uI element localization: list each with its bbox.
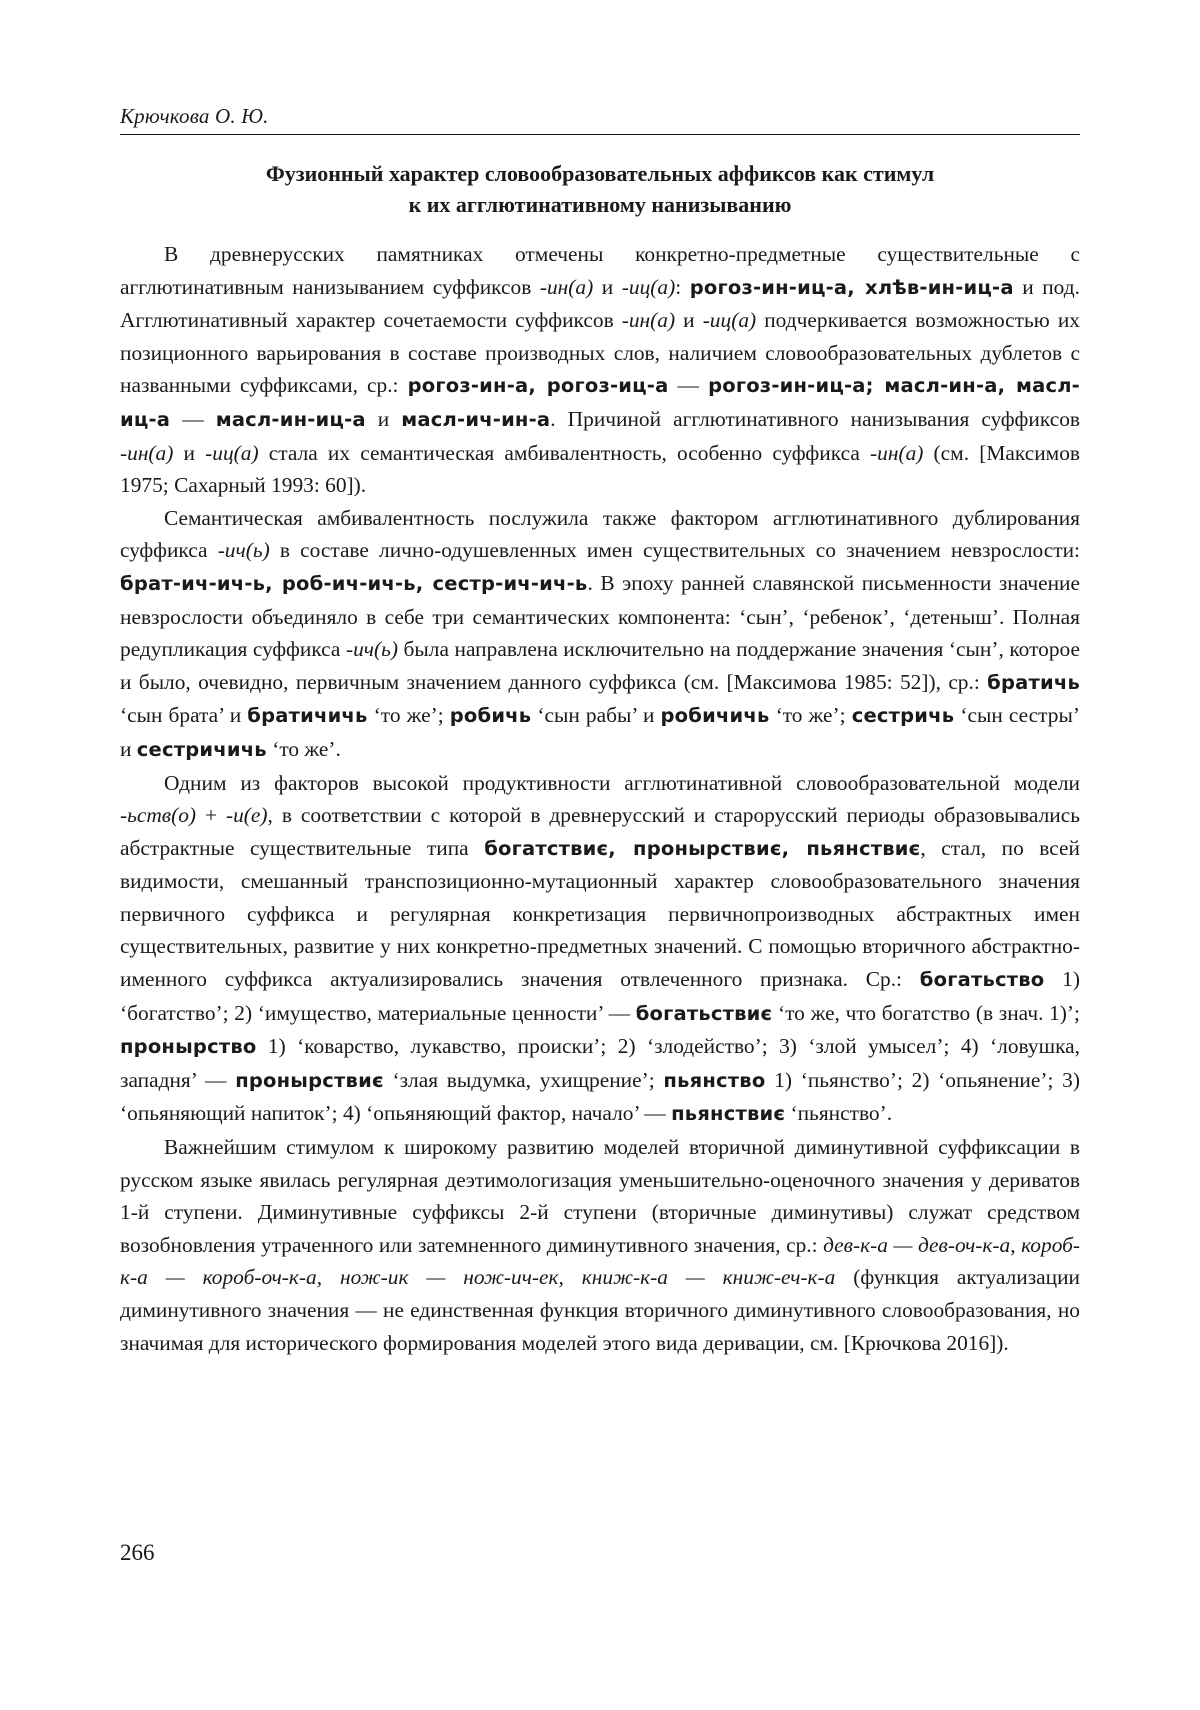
- text-run: . Причиной агглютинативного нанизывания суффиксов: [550, 406, 1080, 431]
- italic-term: -ич(ь): [217, 538, 270, 563]
- italic-term: -иц(а): [205, 440, 259, 465]
- text-run: и: [675, 308, 703, 333]
- article-body: [120, 238, 1080, 1359]
- text-run: 1) ‘коварство, лукавство, происки’; 2) ‘злодейство’; 3) ‘злой умысел’; 4) ‘ловушка, западня’ —: [120, 1034, 1080, 1092]
- text-run: ‘сын брата’ и: [120, 703, 248, 728]
- page-number: 266: [120, 1540, 155, 1565]
- text-run: ‘то же’;: [769, 703, 852, 728]
- running-head-author: Крючкова О. Ю.: [120, 104, 269, 128]
- old-russian-word: сестричь: [851, 704, 955, 728]
- old-russian-word: брат-ич-ич-ь, роб-ич-ич-ь, сестр-ич-ич-ь: [120, 571, 588, 595]
- old-russian-word: робичичь: [660, 704, 770, 728]
- old-russian-word: пьянствиє: [671, 1102, 786, 1126]
- italic-term: -ич(ь): [345, 637, 398, 662]
- text-run: ‘то же, что богатство (в знач. 1)’;: [772, 1000, 1080, 1025]
- old-russian-word: масл-ин-иц-а: [215, 407, 366, 431]
- text-run: —: [668, 373, 709, 398]
- text-run: . В эпоху ранней славянской письменности значение невзрослости объединяло в себе три семантических компонента: ‘сын’, ‘ребенок’, ‘детеныш’. Полная редупликация суффикса: [120, 570, 1080, 662]
- text-run: ‘сын рабы’ и: [531, 703, 661, 728]
- text-run: и: [593, 274, 622, 299]
- old-russian-word: пьянство: [663, 1068, 766, 1092]
- old-russian-word: братичь: [987, 670, 1080, 694]
- text-run: Семантическая амбивалентность послужила также фактором агглютинативного дублирования суффикса: [120, 505, 1080, 563]
- header-rule: [120, 134, 1080, 135]
- text-run: В древнерусских памятниках отмечены конкретно-предметные существительные с агглютинативным нанизыванием суффиксов: [120, 242, 1080, 299]
- text-run: Важнейшим стимулом к широкому развитию моделей вторичной диминутивной суффиксации в русском языке явилась регулярная деэтимологизация уменьшительно-оценочного значения у дериватов 1-й ступени. Диминутивные суффиксы 2-й ступени (вторичные диминутивы) служат средством возобновления утраченного или затемненного диминутивного значения, ср.:: [120, 1135, 1080, 1257]
- text-run: ‘то же’.: [266, 736, 341, 761]
- italic-term: -ин(а): [539, 274, 594, 299]
- paragraph-3: [120, 767, 1080, 1132]
- italic-term: -иц(а): [621, 274, 676, 299]
- old-russian-word: богатствиє, пронырствиє, пьянствиє: [484, 836, 921, 860]
- text-run: ‘то же’;: [367, 703, 450, 728]
- italic-term: -и(е): [225, 803, 268, 828]
- text-run: 1) ‘пьянство’; 2) ‘опьянение’; 3) ‘опьяняющий напиток’; 4) ‘опьяняющий фактор, начало’ —: [120, 1067, 1080, 1126]
- text-run: Одним из факторов высокой продуктивности агглютинативной словообразовательной модели: [164, 770, 1080, 795]
- text-run: +: [196, 803, 226, 828]
- text-run: подчеркивается возможностью их позиционного варьирования в составе производных слов, наличием словообразовательных дублетов с названными суффиксами, ср.:: [120, 308, 1080, 398]
- text-run: была направлена исключительно на поддержание значения ‘сын’, которое и было, очевидно, первичным значением данного суффикса (см. [Максимова 1985: 52]), ср.:: [120, 637, 1080, 694]
- text-run: (функция актуализации диминутивного значения — не единственная функция вторичного диминутивного словообразования, но значимая для исторического формирования моделей этого вида деривации, см. [Крючкова 2016]).: [120, 1265, 1081, 1355]
- text-run: и: [365, 406, 402, 431]
- old-russian-word: рогоз-ин-а, рогоз-иц-а: [407, 374, 669, 398]
- italic-term: -ин(а): [870, 440, 924, 465]
- text-run: :: [675, 274, 690, 299]
- old-russian-word: рогоз-ин-иц-а, хлѣв-ин-иц-а: [689, 275, 1014, 299]
- text-run: , стал, по всей видимости, смешанный транспозиционно-мутационный характер словообразовательного значения первичного суффикса и регулярная конкретизация первичнопроизводных абстрактных имен существительных, развитие у них конкретно-предметных значений. С помощью вторичного абстрактно-именного суффикса актуализировались значения отвлеченного признака. Ср.:: [120, 835, 1080, 992]
- text-run: в составе лично-одушевленных имен существительных со значением невзрослости:: [269, 538, 1080, 563]
- text-run: стала их семантическая амбивалентность, особенно суффикса: [258, 440, 871, 465]
- old-russian-word: пронырствиє: [235, 1068, 384, 1092]
- text-run: и под. Агглютинативный характер сочетаемости суффиксов: [120, 274, 1080, 333]
- text-run: и: [173, 440, 206, 465]
- italic-term: дев-к-а — дев-оч-к-а, короб-к-а — короб-оч-к-а, нож-ик — нож-ич-ек, книж-к-а — книж-еч-к-а: [120, 1232, 1080, 1290]
- text-run: ‘сын сестры’ и: [120, 703, 1080, 761]
- old-russian-word: богатьство: [919, 968, 1045, 992]
- text-run: —: [170, 406, 216, 431]
- italic-term: -ин(а): [621, 308, 676, 333]
- old-russian-word: братичичь: [247, 704, 368, 728]
- old-russian-word: робичь: [449, 704, 532, 728]
- italic-term: -ьств(о): [120, 803, 197, 828]
- text-run: ‘злая выдумка, ухищрение’;: [383, 1067, 664, 1092]
- text-run: 1) ‘богатство’; 2) ‘имущество, материальные ценности’ —: [120, 967, 1081, 1025]
- text-run: ‘пьянство’.: [785, 1101, 893, 1126]
- section-title-line-2: к их агглютинативному нанизыванию: [408, 192, 792, 217]
- text-run: , в соответствии с которой в древнерусский и старорусский периоды образовывались абстрактные существительные типа: [120, 803, 1080, 860]
- paragraph-1: [120, 238, 1080, 502]
- section-title-line-1: Фузионный характер словообразовательных аффиксов как стимул: [265, 161, 935, 186]
- text-run: (см. [Максимов 1975; Сахарный 1993: 60]).: [120, 440, 1080, 498]
- paragraph-4: [120, 1131, 1080, 1359]
- italic-term: -ин(а): [120, 440, 174, 465]
- section-title: [120, 158, 1080, 220]
- old-russian-word: сестричичь: [136, 737, 267, 761]
- old-russian-word: богатьствиє: [635, 1001, 773, 1025]
- paragraph-2: [120, 502, 1080, 767]
- old-russian-word: рогоз-ин-иц-а; масл-ин-а, масл-иц-а: [120, 374, 1080, 431]
- old-russian-word: масл-ич-ин-а: [401, 407, 551, 431]
- old-russian-word: пронырство: [120, 1035, 257, 1059]
- italic-term: -иц(а): [702, 308, 757, 333]
